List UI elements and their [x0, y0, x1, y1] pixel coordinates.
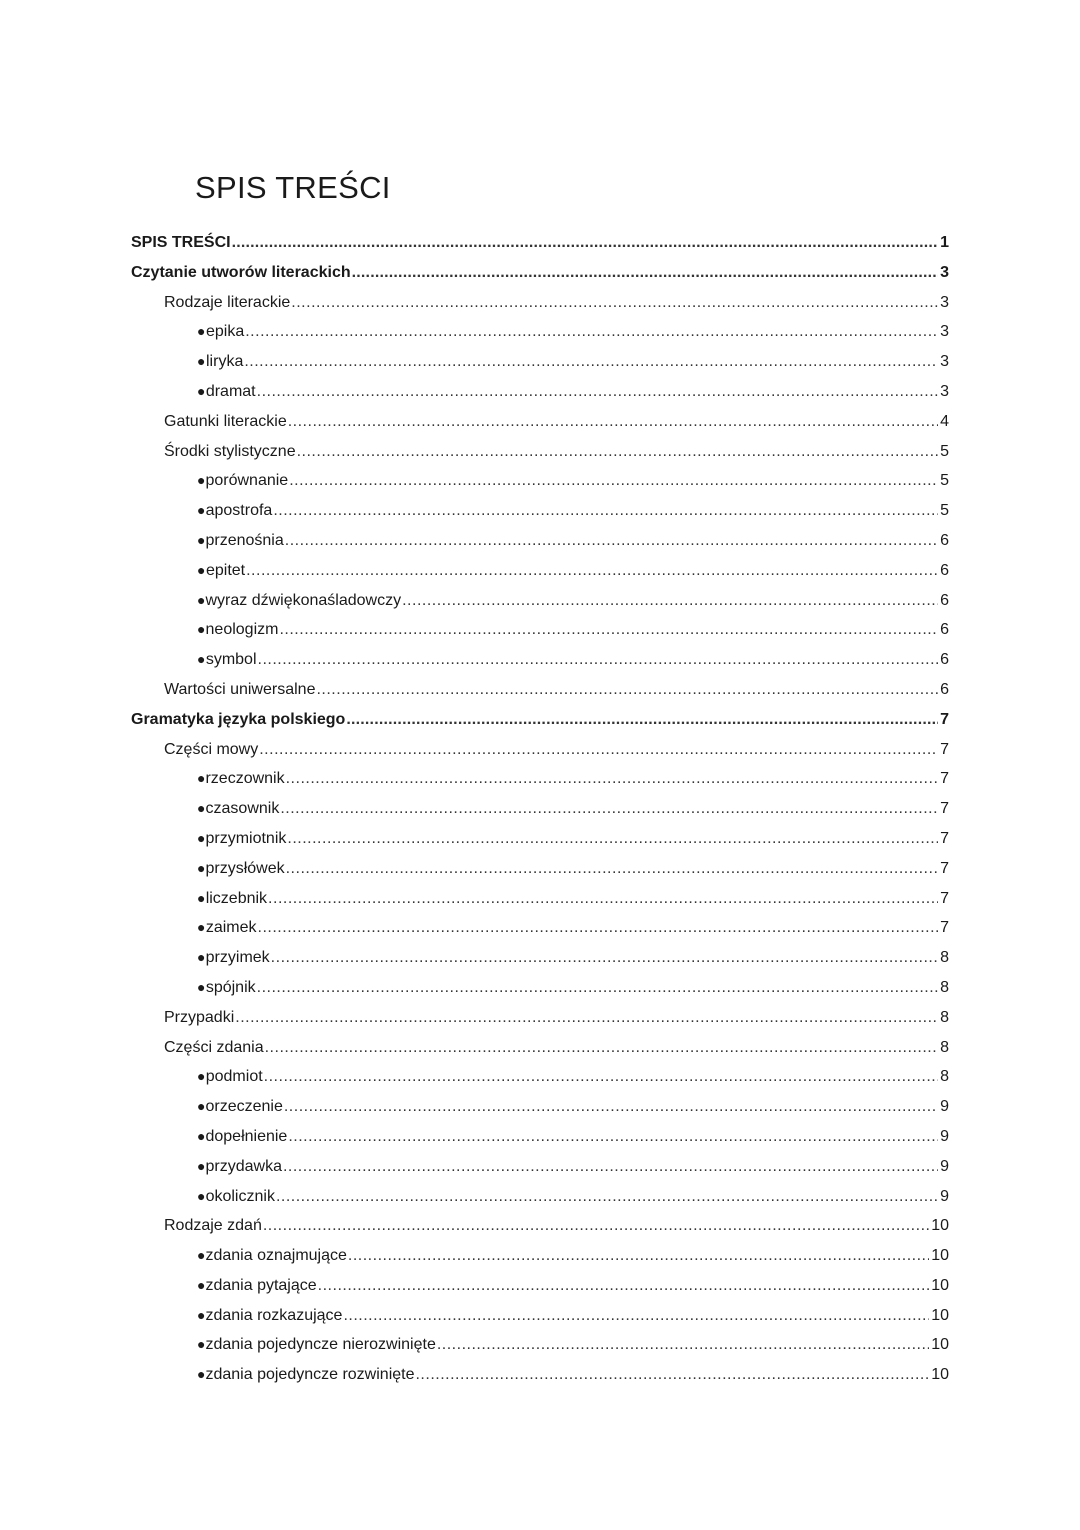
toc-entry-label: zdania pojedyncze nierozwinięte: [205, 1336, 436, 1354]
toc-page-number: 10: [931, 1276, 949, 1294]
toc-entry-label: SPIS TREŚCI: [131, 234, 231, 251]
toc-entry[interactable]: [131, 1092, 949, 1122]
bullet-icon: ●: [197, 978, 206, 995]
toc-entry-label: zdania pytające: [205, 1276, 317, 1294]
toc-entry[interactable]: [131, 675, 949, 705]
toc-entry-label: symbol: [205, 651, 257, 669]
toc-entry[interactable]: [131, 288, 949, 318]
toc-entry[interactable]: [131, 1211, 949, 1241]
bullet-icon: ●: [197, 770, 206, 787]
toc-page-number: 7: [940, 740, 949, 758]
toc-page-number: 3: [940, 353, 949, 371]
dot-leader: [286, 854, 938, 884]
toc-entry[interactable]: [131, 764, 949, 794]
toc-page-number: 10: [931, 1336, 949, 1354]
toc-entry[interactable]: [131, 705, 949, 735]
toc-entry-label: zdania pojedyncze rozwinięte: [205, 1366, 415, 1384]
toc-page-number: 6: [940, 531, 949, 549]
toc-entry-label: porównanie: [205, 472, 289, 490]
toc-entry-label: Części zdania: [164, 1038, 264, 1056]
toc-entry[interactable]: [131, 1301, 949, 1331]
dot-leader: [276, 1182, 938, 1212]
toc-entry[interactable]: [131, 586, 949, 616]
toc-entry[interactable]: [131, 1182, 949, 1212]
toc-entry[interactable]: [131, 496, 949, 526]
dot-leader: [415, 1360, 929, 1390]
dot-leader: [284, 1092, 938, 1122]
dot-leader: [402, 586, 938, 616]
toc-entry-label: Czytanie utworów literackich: [131, 263, 351, 281]
dot-leader: [352, 258, 938, 288]
toc-entry-label: przenośnia: [205, 531, 284, 549]
dot-leader: [343, 1301, 929, 1331]
toc-entry[interactable]: [131, 1241, 949, 1271]
dot-leader: [263, 1211, 929, 1241]
bullet-icon: ●: [197, 1127, 206, 1144]
toc-entry-label: Rodzaje literackie: [164, 293, 291, 311]
bullet-icon: ●: [197, 1098, 206, 1115]
toc-page-number: 4: [940, 412, 949, 430]
dot-leader: [245, 317, 938, 347]
bullet-icon: ●: [197, 859, 206, 876]
toc-page-number: 5: [940, 502, 949, 520]
table-of-contents: [131, 228, 949, 1390]
bullet-icon: ●: [197, 1336, 206, 1353]
dot-leader: [232, 228, 939, 258]
dot-leader: [316, 675, 938, 705]
toc-page-number: 7: [940, 919, 949, 937]
toc-page-number: 10: [931, 1247, 949, 1265]
dot-leader: [235, 1003, 938, 1033]
dot-leader: [280, 794, 938, 824]
bullet-icon: ●: [197, 949, 206, 966]
toc-entry[interactable]: [131, 1360, 949, 1390]
toc-entry-label: przymiotnik: [205, 829, 287, 847]
toc-entry-label: dramat: [205, 382, 256, 400]
toc-page-number: 6: [940, 591, 949, 609]
toc-page-number: 8: [940, 1008, 949, 1026]
toc-entry-label: zaimek: [205, 919, 257, 937]
bullet-icon: ●: [197, 382, 206, 399]
dot-leader: [273, 496, 938, 526]
toc-entry[interactable]: [131, 943, 949, 973]
bullet-icon: ●: [197, 1247, 206, 1264]
toc-page-number: 9: [940, 1127, 949, 1145]
dot-leader: [286, 764, 938, 794]
toc-entry-label: Wartości uniwersalne: [164, 680, 316, 698]
toc-entry[interactable]: [131, 407, 949, 437]
toc-page-number: 3: [940, 263, 949, 281]
toc-entry[interactable]: [131, 645, 949, 675]
dot-leader: [346, 705, 938, 735]
dot-leader: [289, 466, 938, 496]
toc-page-number: 9: [940, 1157, 949, 1175]
toc-page-number: 7: [940, 770, 949, 788]
dot-leader: [268, 884, 938, 914]
toc-entry-label: podmiot: [205, 1068, 263, 1086]
toc-entry-label: czasownik: [205, 800, 280, 818]
dot-leader: [291, 288, 938, 318]
bullet-icon: ●: [197, 1276, 206, 1293]
toc-entry[interactable]: [131, 884, 949, 914]
dot-leader: [257, 377, 938, 407]
dot-leader: [318, 1271, 930, 1301]
toc-page-number: 6: [940, 680, 949, 698]
toc-page-number: 5: [940, 472, 949, 490]
dot-leader: [244, 347, 938, 377]
toc-entry-label: apostrofa: [205, 502, 273, 520]
bullet-icon: ●: [197, 323, 206, 340]
toc-page-number: 3: [940, 293, 949, 311]
bullet-icon: ●: [197, 1068, 206, 1085]
bullet-icon: ●: [197, 561, 206, 578]
toc-entry-label: okolicznik: [205, 1187, 275, 1205]
toc-page-number: 9: [940, 1098, 949, 1116]
toc-entry-label: wyraz dźwiękonaśladowczy: [205, 591, 402, 609]
toc-entry-label: Gramatyka języka polskiego: [131, 710, 346, 728]
toc-page-number: 6: [940, 561, 949, 579]
dot-leader: [283, 1152, 938, 1182]
toc-page-number: 3: [940, 323, 949, 341]
toc-page-number: 8: [940, 978, 949, 996]
toc-entry-label: przysłówek: [205, 859, 285, 877]
toc-entry-label: przydawka: [205, 1157, 282, 1175]
toc-entry-label: dopełnienie: [205, 1127, 288, 1145]
bullet-icon: ●: [197, 621, 206, 638]
toc-entry[interactable]: [131, 347, 949, 377]
dot-leader: [246, 556, 938, 586]
bullet-icon: ●: [197, 889, 206, 906]
dot-leader: [259, 735, 938, 765]
toc-entry[interactable]: [131, 1033, 949, 1063]
toc-page-number: 7: [940, 710, 949, 728]
toc-entry[interactable]: [131, 1330, 949, 1360]
toc-page-number: 10: [931, 1366, 949, 1384]
dot-leader: [288, 407, 938, 437]
toc-page-number: 7: [940, 889, 949, 907]
toc-page-number: 7: [940, 800, 949, 818]
bullet-icon: ●: [197, 1366, 206, 1383]
toc-entry-label: zdania rozkazujące: [205, 1306, 343, 1324]
toc-entry[interactable]: [131, 377, 949, 407]
toc-entry-label: epitet: [205, 561, 246, 579]
toc-entry-label: neologizm: [205, 621, 279, 639]
toc-entry[interactable]: [131, 556, 949, 586]
toc-entry[interactable]: [131, 1271, 949, 1301]
bullet-icon: ●: [197, 502, 206, 519]
toc-entry-label: orzeczenie: [205, 1098, 283, 1116]
dot-leader: [257, 973, 938, 1003]
toc-entry[interactable]: [131, 526, 949, 556]
toc-page-number: 8: [940, 1068, 949, 1086]
dot-leader: [279, 615, 938, 645]
toc-entry[interactable]: [131, 258, 949, 288]
bullet-icon: ●: [197, 591, 206, 608]
toc-entry-label: Przypadki: [164, 1008, 235, 1026]
toc-page-number: 9: [940, 1187, 949, 1205]
bullet-icon: ●: [197, 1187, 206, 1204]
toc-entry-label: Części mowy: [164, 740, 259, 758]
dot-leader: [265, 1033, 938, 1063]
bullet-icon: ●: [197, 651, 206, 668]
bullet-icon: ●: [197, 1306, 206, 1323]
bullet-icon: ●: [197, 531, 206, 548]
toc-entry-label: Środki stylistyczne: [164, 442, 296, 460]
toc-entry[interactable]: [131, 735, 949, 765]
toc-entry-label: spójnik: [205, 978, 256, 996]
toc-entry[interactable]: [131, 615, 949, 645]
toc-page-number: 1: [940, 234, 949, 251]
toc-entry[interactable]: [131, 854, 949, 884]
toc-page-number: 6: [940, 621, 949, 639]
toc-page-number: 8: [940, 949, 949, 967]
toc-entry[interactable]: [131, 228, 949, 258]
toc-page-number: 7: [940, 829, 949, 847]
dot-leader: [258, 645, 939, 675]
toc-entry-label: epika: [205, 323, 245, 341]
page-title: SPIS TREŚCI: [195, 170, 391, 205]
dot-leader: [271, 943, 938, 973]
dot-leader: [285, 526, 938, 556]
dot-leader: [287, 824, 938, 854]
bullet-icon: ●: [197, 472, 206, 489]
toc-entry-label: liczebnik: [205, 889, 268, 907]
toc-entry-label: przyimek: [205, 949, 270, 967]
toc-entry-label: liryka: [206, 353, 244, 371]
toc-entry-label: zdania oznajmujące: [205, 1247, 347, 1265]
toc-entry[interactable]: [131, 824, 949, 854]
dot-leader: [348, 1241, 929, 1271]
toc-entry[interactable]: [131, 1003, 949, 1033]
bullet-icon: ●: [197, 353, 206, 370]
toc-page-number: 7: [940, 859, 949, 877]
toc-entry[interactable]: [131, 794, 949, 824]
bullet-icon: ●: [197, 1157, 206, 1174]
bullet-icon: ●: [197, 800, 206, 817]
toc-entry[interactable]: [131, 913, 949, 943]
bullet-icon: ●: [197, 919, 206, 936]
toc-page-number: 5: [940, 442, 949, 460]
dot-leader: [297, 437, 939, 467]
toc-page-number: 8: [940, 1038, 949, 1056]
toc-entry[interactable]: [131, 1062, 949, 1092]
toc-entry[interactable]: [131, 1152, 949, 1182]
toc-entry[interactable]: [131, 317, 949, 347]
dot-leader: [288, 1122, 938, 1152]
toc-entry-label: Gatunki literackie: [164, 412, 287, 430]
toc-entry[interactable]: [131, 466, 949, 496]
toc-entry-label: Rodzaje zdań: [164, 1217, 262, 1235]
toc-entry[interactable]: [131, 1122, 949, 1152]
toc-entry[interactable]: [131, 437, 949, 467]
dot-leader: [264, 1062, 938, 1092]
toc-page-number: 6: [940, 651, 949, 669]
toc-page-number: 3: [940, 382, 949, 400]
dot-leader: [437, 1330, 929, 1360]
toc-entry[interactable]: [131, 973, 949, 1003]
toc-page-number: 10: [931, 1306, 949, 1324]
toc-entry-label: rzeczownik: [205, 770, 285, 788]
bullet-icon: ●: [197, 829, 206, 846]
dot-leader: [258, 913, 939, 943]
toc-page-number: 10: [931, 1217, 949, 1235]
